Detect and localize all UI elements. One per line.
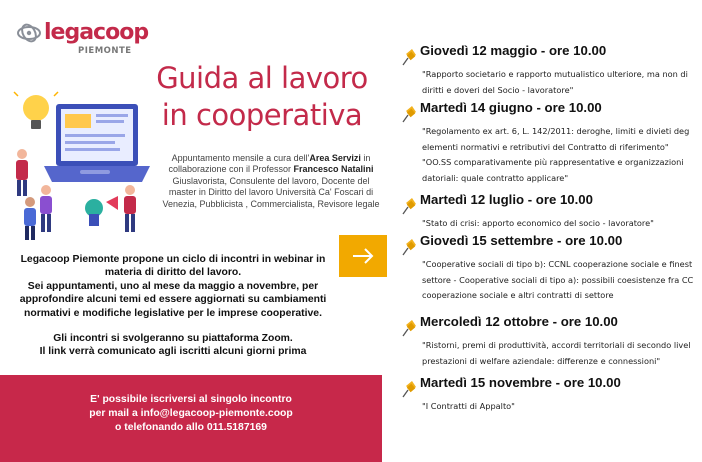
title-line-1: Guida al lavoro (156, 61, 368, 95)
program-description (8, 253, 338, 359)
page-title (132, 60, 392, 134)
event-date: Martedì 14 giugno - ore 10.00 (420, 100, 602, 115)
description-paragraph: Sei appuntamenti, uno al mese da maggio a novembre, per approfondire alcuni temi ed essere aggiornati su cambiamenti normativi e modifiche legislative per le imprese cooperative. (19, 280, 327, 319)
event-description: "Stato di crisi: apporto economico del socio - lavoratore" (422, 218, 654, 228)
intro-text (162, 153, 380, 210)
pushpin-icon (400, 237, 418, 257)
event-description: "Ristorni, premi di produttività, accordi territoriali di secondo livel prestazioni di welfare aziendale: differenze e connessioni" (422, 340, 691, 366)
description-paragraph: Il link verrà comunicato agli iscritti alcuni giorni prima (39, 346, 307, 358)
cta-phone-line: o telefonando allo 011.5187169 (115, 422, 267, 434)
event-description: "I Contratti di Appalto" (422, 401, 515, 411)
plant-icon (85, 199, 103, 226)
area-servizi-label: Area Servizi (309, 153, 361, 163)
events-list (398, 40, 702, 462)
pushpin-icon (400, 104, 418, 124)
intro-part: Appuntamento mensile a cura dell' (171, 153, 310, 163)
intro-part: Giuslavorista, Consulente del lavoro, Docente del master in Diritto del lavoro Università Ca' Foscari di Venezia, Pubblicista , Commercialista, Revisore legale (162, 175, 380, 209)
professor-name: Francesco Natalini (293, 164, 374, 175)
event-description: "Rapporto societario e rapporto mutualistico ulteriore, ma non di diritti e doveri del Socio - lavoratore" (422, 69, 688, 95)
legacoop-mark-icon (16, 23, 42, 43)
arrow-right-icon (351, 247, 375, 265)
cta-line: E' possibile iscriversi al singolo incontro (90, 394, 292, 405)
registration-banner (0, 375, 382, 462)
lightbulb-icon (14, 92, 58, 129)
logo-region: PIEMONTE (78, 46, 132, 56)
pushpin-icon (400, 47, 418, 67)
pushpin-icon (400, 196, 418, 216)
workers-laptop-illustration (4, 86, 154, 246)
event-date: Martedì 15 novembre - ore 10.00 (420, 375, 621, 390)
event-description: "Regolamento ex art. 6, L. 142/2011: deroghe, limiti e divieti deg elementi normativi e retributivi del Contratto di riferimento" "OO.SS comparativamente più rappresentative e organizzazioni datoriali: quale contratto applicare" (422, 126, 690, 183)
intro-part: in collaborazione con il Professor (168, 153, 371, 175)
person-figure (24, 197, 36, 240)
person-figure (16, 149, 28, 196)
person-figure (124, 185, 136, 232)
pushpin-icon (400, 318, 418, 338)
event-description: "Cooperative sociali di tipo b): CCNL cooperazione sociale e finest settore - Cooperative sociali di tipo a): possibili coesistenze fra CC cooperazione sociale e altri contratti di settore (422, 259, 694, 300)
title-line-2: in cooperativa (161, 98, 363, 132)
megaphone-icon (106, 196, 118, 210)
pushpin-icon (400, 379, 418, 399)
cta-email-line[interactable]: per mail a info@legacoop-piemonte.coop (89, 408, 293, 420)
person-figure (40, 185, 52, 232)
event-date: Mercoledì 12 ottobre - ore 10.00 (420, 314, 618, 329)
event-date: Martedì 12 luglio - ore 10.00 (420, 192, 593, 207)
description-paragraph: Legacoop Piemonte propone un ciclo di incontri in webinar in materia di diritto del lavoro. (20, 254, 326, 279)
event-date: Giovedì 12 maggio - ore 10.00 (420, 43, 607, 58)
description-paragraph: Gli incontri si svolgeranno su piattaforma Zoom. (53, 333, 293, 345)
legacoop-logo (16, 20, 149, 60)
logo-name: legacoop (44, 20, 149, 45)
event-date: Giovedì 15 settembre - ore 10.00 (420, 233, 623, 248)
next-arrow-button[interactable] (339, 235, 387, 277)
